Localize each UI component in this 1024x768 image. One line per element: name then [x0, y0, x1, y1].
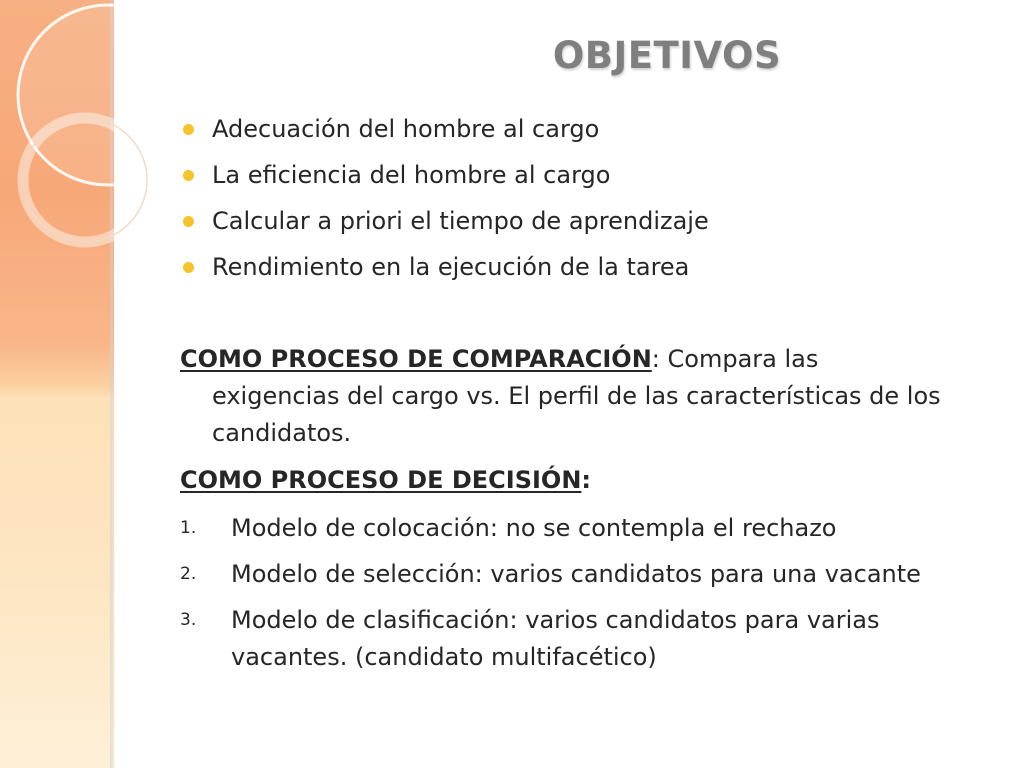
- list-item-text: Calcular a priori el tiempo de aprendizaje: [212, 207, 709, 235]
- list-item: [180, 249, 709, 295]
- bullet-icon: [183, 124, 194, 135]
- list-item: [180, 111, 709, 157]
- list-item: [180, 602, 991, 676]
- list-item: [180, 556, 991, 593]
- decision-colon: :: [581, 466, 592, 494]
- item-number: 2.: [180, 564, 197, 584]
- comparison-paragraph: [180, 341, 980, 452]
- list-item-text: Modelo de clasificación: varios candidatos para varias vacantes. (candidato multifacético): [231, 606, 880, 671]
- slide-title: OBJETIVOS: [552, 34, 782, 77]
- objectives-list: [180, 111, 709, 295]
- comparison-lead: : Compara las: [651, 345, 819, 373]
- comparison-heading: COMO PROCESO DE COMPARACIÓN: [180, 345, 652, 373]
- list-item-text: Modelo de colocación: no se contempla el rechazo: [231, 514, 837, 542]
- list-item-text: La eficiencia del hombre al cargo: [212, 161, 611, 189]
- bullet-icon: [183, 216, 194, 227]
- list-item-text: Modelo de selección: varios candidatos para una vacante: [231, 560, 921, 588]
- list-item-text: Rendimiento en la ejecución de la tarea: [212, 253, 690, 281]
- list-item: [180, 157, 709, 203]
- item-number: 1.: [180, 518, 197, 538]
- list-item: [180, 203, 709, 249]
- bullet-icon: [183, 262, 194, 273]
- decision-heading: COMO PROCESO DE DECISIÓN: [180, 466, 582, 494]
- list-item-text: Adecuación del hombre al cargo: [212, 115, 600, 143]
- decision-models-list: [180, 510, 991, 685]
- item-number: 3.: [180, 610, 197, 630]
- decorative-rings: [0, 0, 200, 260]
- bullet-icon: [183, 170, 194, 181]
- list-item: [180, 510, 991, 547]
- comparison-text: exigencias del cargo vs. El perfil de las características de los candidatos.: [212, 382, 941, 447]
- decision-paragraph: [180, 462, 980, 499]
